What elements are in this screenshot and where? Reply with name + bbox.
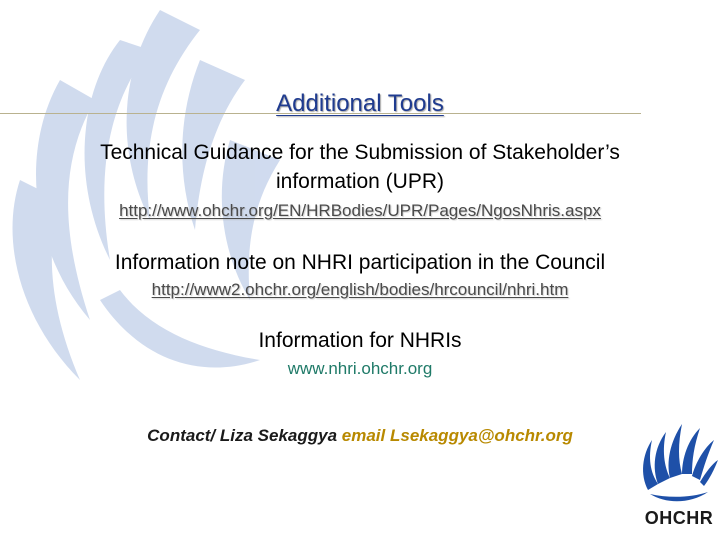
contact-line xyxy=(0,426,720,446)
heading-line: Technical Guidance for the Submission of Stakeholder’s xyxy=(100,141,620,164)
section-heading-info-nhris xyxy=(0,326,720,355)
section-heading-upr-guidance xyxy=(0,138,720,196)
heading-line: Information for NHRIs xyxy=(258,329,462,352)
slide-title: Additional Tools xyxy=(276,90,444,117)
contact-email[interactable]: email Lsekaggya@ohchr.org xyxy=(341,426,573,445)
heading-line: information (UPR) xyxy=(275,170,445,193)
link-nhri-ohchr[interactable]: www.nhri.ohchr.org xyxy=(287,359,433,378)
contact-name: Contact/ Liza Sekaggya xyxy=(147,426,338,445)
section-heading-nhri-council xyxy=(0,248,720,277)
link-hrcouncil-nhri[interactable]: http://www2.ohchr.org/english/bodies/hrcouncil/nhri.htm xyxy=(151,280,569,299)
link-upr-ngos-nhris[interactable]: http://www.ohchr.org/EN/HRBodies/UPR/Pages/NgosNhris.aspx xyxy=(119,201,601,220)
heading-line: Information note on NHRI participation in the Council xyxy=(114,251,606,274)
ohchr-logo xyxy=(638,420,720,540)
laurel-hand-emblem-icon xyxy=(638,420,720,508)
logo-text: OHCHR xyxy=(644,508,714,528)
